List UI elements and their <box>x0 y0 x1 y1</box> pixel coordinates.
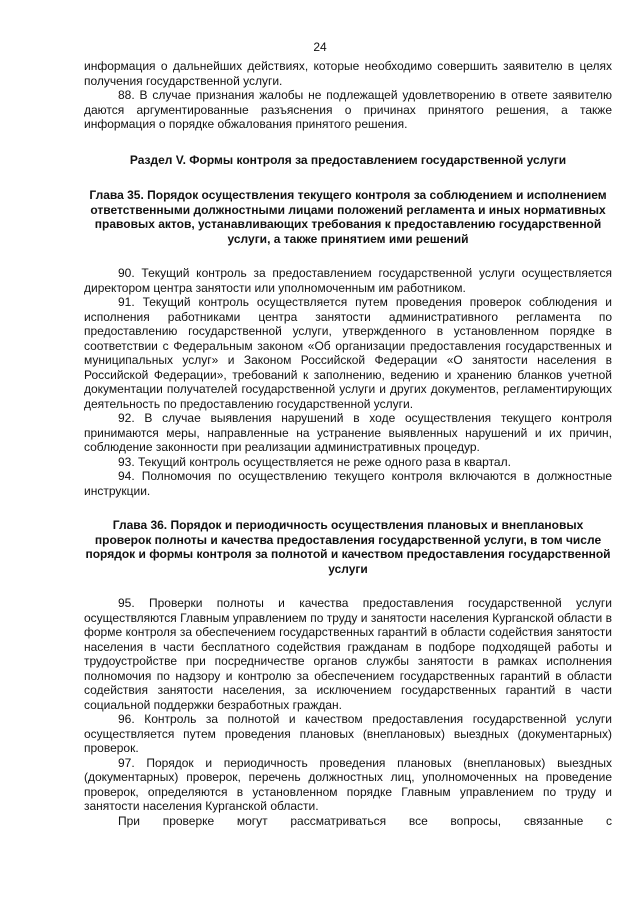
page-content <box>84 59 612 828</box>
paragraph-continuation: информация о дальнейших действиях, которые необходимо совершить заявителю в целях получения государственной услуги. <box>84 59 612 88</box>
paragraph-90: 90. Текущий контроль за предоставлением государственной услуги осуществляется директором центра занятости или уполномоченным им работником. <box>84 266 612 295</box>
paragraph-94: 94. Полномочия по осуществлению текущего контроля включаются в должностные инструкции. <box>84 469 612 498</box>
paragraph-93: 93. Текущий контроль осуществляется не реже одного раза в квартал. <box>118 454 511 469</box>
page-number: 24 <box>313 40 327 54</box>
paragraph-92: 92. В случае выявления нарушений в ходе осуществления текущего контроля принимаются меры, направленные на устранение выявленных нарушений и их причин, соблюдение законности при реализации административных процедур. <box>84 411 612 454</box>
paragraph-96: 96. Контроль за полнотой и качеством предоставления государственной услуги осуществляется путем проведения плановых (внеплановых) выездных (документарных) проверок. <box>84 712 612 755</box>
paragraph-91: 91. Текущий контроль осуществляется путем проведения проверок соблюдения и исполнения работниками центра занятости административного регламента по предоставлению государственной услуги, утвержденного в установленном порядке в соответствии с Федеральным законом «Об организации предоставления государственных и муниципальных услуг» и Законом Российской Федерации «О занятости населения в Российской Федерации», требований к заполнению, ведению и хранению бланков учетной документации получателей государственной услуги и других документов, регламентирующих деятельность по предоставлению государственной услуги. <box>84 295 612 411</box>
section-heading: Раздел V. Формы контроля за предоставлением государственной услуги <box>129 152 567 167</box>
chapter-36-heading: Глава 36. Порядок и периодичность осуществления плановых и внеплановых проверок полноты и качества предоставления государственной услуги, в том числе порядок и формы контроля за полнотой и качеством предоставления государственной услуги <box>85 518 611 576</box>
paragraph-88: 88. В случае признания жалобы не подлежащей удовлетворению в ответе заявителю даются аргументированные разъяснения о причинах принятого решения, а также информация о порядке обжалования принятого решения. <box>84 88 612 131</box>
chapter-35-heading: Глава 35. Порядок осуществления текущего контроля за соблюдением и исполнением ответственными должностными лицами положений регламента и иных нормативных правовых актов, устанавливающих требования к предоставлению государственной услуги, а также принятием ими решений <box>89 188 607 246</box>
paragraph-97: 97. Порядок и периодичность проведения плановых (внеплановых) выездных (документарных) проверок, перечень должностных лиц, уполномоченных на проведение проверок, определяются в установленном порядке Главным управлением по труду и занятости населения Курганской области. <box>84 755 612 813</box>
paragraph-95: 95. Проверки полноты и качества предоставления государственной услуги осуществляются Главным управлением по труду и занятости населения Курганской области в форме контроля за обеспечением государственных гарантий в области содействия занятости населения в части бесплатного содействия гражданам в подборе подходящей работы и трудоустройстве при посредничестве органов службы занятости в рамках исполнения полномочия по надзору и контролю за обеспечением государственных гарантий в области содействия занятости населения, за исключением государственных гарантий в части социальной поддержки безработных граждан. <box>84 596 612 712</box>
paragraph-continues: При проверке могут рассматриваться все вопросы, связанные с <box>118 813 612 828</box>
